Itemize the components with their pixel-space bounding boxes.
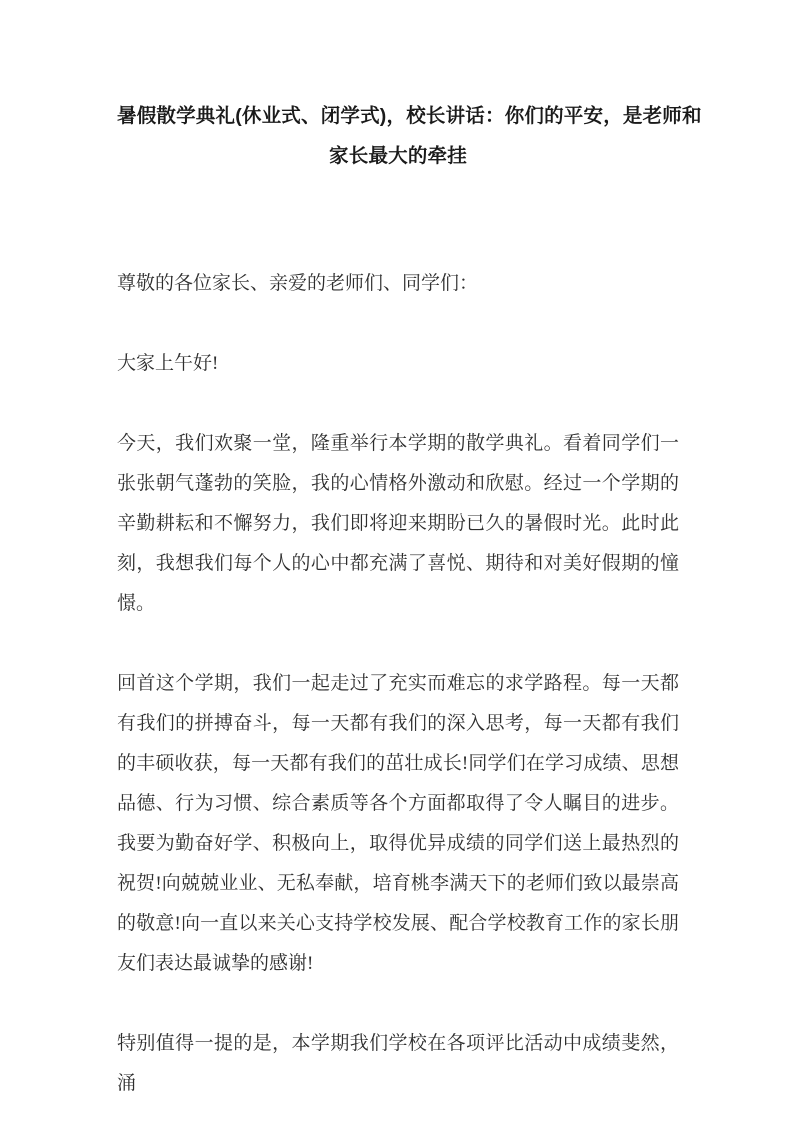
body-paragraph-1: 今天，我们欢聚一堂，隆重举行本学期的散学典礼。看着同学们一张张朝气蓬勃的笑脸，我的心情格外激动和欣慰。经过一个学期的辛勤耕耘和不懈努力，我们即将迎来期盼已久的暑假时光。此时此刻，我想我们每个人的心中都充满了喜悦、期待和对美好假期的憧憬。 <box>117 433 679 614</box>
salutation-paragraph: 尊敬的各位家长、亲爱的老师们、同学们： <box>117 273 479 294</box>
body-paragraph-2: 回首这个学期，我们一起走过了充实而难忘的求学路程。每一天都有我们的拼搏奋斗，每一天都有我们的深入思考，每一天都有我们的丰硕收获，每一天都有我们的茁壮成长!同学们在学习成绩、思想品德、行为习惯、综合素质等各个方面都取得了令人瞩目的进步。我要为勤奋好学、积极向上，取得优异成绩的同学们送上最热烈的祝贺!向兢兢业业、无私奉献，培育桃李满天下的老师们致以最崇高的敬意!向一直以来关心支持学校发展、配合学校教育工作的家长朋友们表达最诚挚的感谢! <box>117 673 679 974</box>
body-paragraph-3: 特别值得一提的是，本学期我们学校在各项评比活动中成绩斐然，涌 <box>117 1033 679 1094</box>
page-title-line-1: 暑假散学典礼(休业式、闭学式)，校长讲话：你们的平安，是老师和 <box>117 105 702 127</box>
paragraph-spacer <box>117 624 679 664</box>
paragraph-spacer <box>117 384 679 424</box>
title-body-spacer <box>117 176 679 264</box>
greeting-paragraph: 大家上午好! <box>117 353 219 374</box>
page-title-line-2: 家长最大的牵挂 <box>329 145 467 167</box>
page-title <box>117 96 702 176</box>
paragraph-spacer <box>117 304 679 344</box>
paragraph-spacer <box>117 984 679 1024</box>
document-content <box>117 96 702 1104</box>
